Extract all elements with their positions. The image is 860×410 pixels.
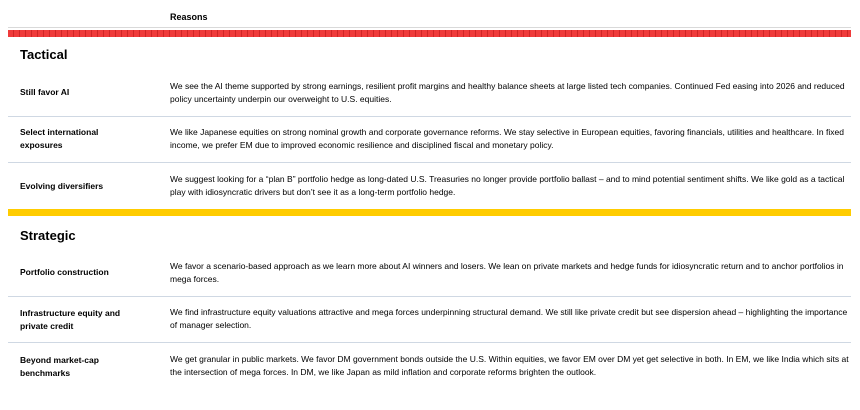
row-label: Still favor AI <box>20 87 70 97</box>
row-label: Select international exposures <box>20 127 99 150</box>
row-divider <box>8 342 851 343</box>
row-divider <box>8 162 851 163</box>
row-divider <box>8 116 851 117</box>
row-reason: We see the AI theme supported by strong earnings, resilient profit margins and healthy balance sheets at large listed tech companies. Continued Fed easing into 2026 and reduced policy uncertainty underpin our overweight to U.S. equities. <box>170 81 845 104</box>
strategic-band <box>8 209 851 216</box>
strategic-section-title: Strategic <box>20 228 76 243</box>
row-reason: We like Japanese equities on strong nominal growth and corporate governance reforms. We stay selective in European equities, favoring financials, utilities and healthcare. In fixed income, we prefer EM due to improved economic resilience and disciplined fiscal and monetary policy. <box>170 127 844 150</box>
reasons-column-header: Reasons <box>170 12 208 22</box>
row-label: Evolving diversifiers <box>20 181 104 191</box>
row-label: Infrastructure equity and private credit <box>20 308 121 331</box>
header-rule <box>8 27 851 28</box>
row-reason: We suggest looking for a “plan B” portfolio hedge as long-dated U.S. Treasuries no longer provide portfolio ballast – and to mind potential sentiment shifts. We like gold as a tactical play with idiosyncratic drivers but don’t see it as a long-term portfolio hedge. <box>170 174 845 197</box>
tactical-band <box>8 30 851 37</box>
row-reason: We get granular in public markets. We favor DM government bonds outside the U.S. Within equities, we favor EM over DM yet get selective in both. In EM, we like India which sits at the intersection of mega forces. In DM, we like Japan as mild inflation and corporate reforms brighten the outlook. <box>170 354 849 377</box>
row-divider <box>8 296 851 297</box>
row-label: Portfolio construction <box>20 267 109 277</box>
row-reason: We favor a scenario-based approach as we learn more about AI winners and losers. We lean on private markets and hedge funds for idiosyncratic return and to anchor portfolios in mega forces. <box>170 261 844 284</box>
tactical-section-title: Tactical <box>20 47 68 62</box>
row-label: Beyond market-cap benchmarks <box>20 355 99 378</box>
row-reason: We find infrastructure equity valuations attractive and mega forces underpinning structural demand. We still like private credit but see dispersion ahead – highlighting the importance of manager selection. <box>170 307 848 330</box>
